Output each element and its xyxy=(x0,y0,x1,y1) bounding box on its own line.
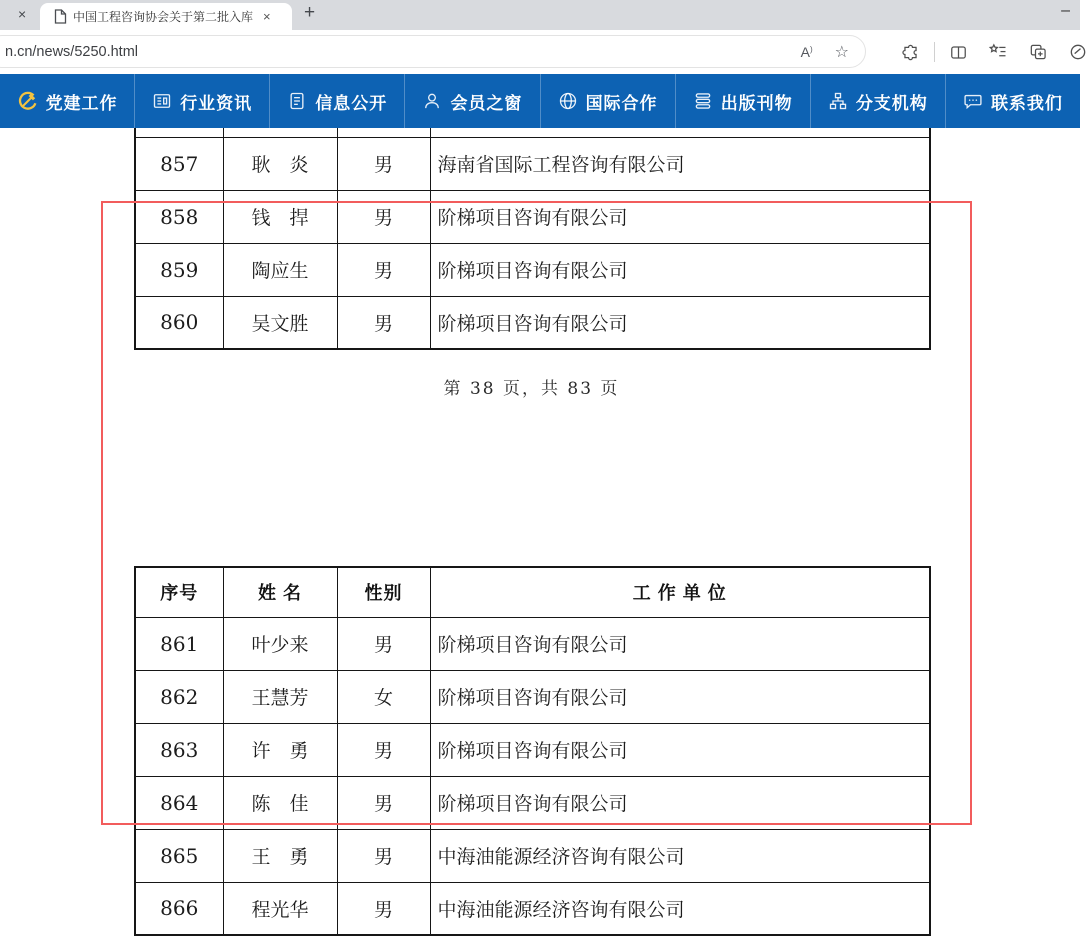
cell-gender: 男 xyxy=(337,882,430,935)
cell-company: 阶梯项目咨询有限公司 xyxy=(430,296,930,349)
nav-item-label: 分支机构 xyxy=(855,93,928,113)
active-tab[interactable] xyxy=(40,3,292,30)
nav-item-label: 行业资讯 xyxy=(180,93,253,113)
read-aloud-icon[interactable]: A) xyxy=(800,43,813,60)
cell-company: 阶梯项目咨询有限公司 xyxy=(430,723,930,776)
cell-gender: 男 xyxy=(337,243,430,296)
cell-name: 耿 炎 xyxy=(223,137,337,190)
nav-item-industry-news[interactable] xyxy=(135,74,270,128)
new-tab-icon[interactable]: + xyxy=(304,2,316,23)
favorites-list-icon[interactable] xyxy=(988,42,1008,62)
cell-name: 叶少来 xyxy=(223,617,337,670)
nav-item-international[interactable] xyxy=(541,74,676,128)
page-indicator: 第 38 页，共 83 页 xyxy=(443,379,620,399)
table-row xyxy=(135,190,930,243)
clipped-row xyxy=(135,128,930,137)
nav-item-contact[interactable] xyxy=(946,74,1080,128)
cell-no: 862 xyxy=(135,670,223,723)
page-doc-icon xyxy=(54,9,67,24)
cell-no: 861 xyxy=(135,617,223,670)
cell-no: 863 xyxy=(135,723,223,776)
browser-essentials-icon[interactable] xyxy=(901,43,920,62)
table-row xyxy=(135,829,930,882)
cell-company: 阶梯项目咨询有限公司 xyxy=(430,190,930,243)
cell-company: 中海油能源经济咨询有限公司 xyxy=(430,829,930,882)
table-row xyxy=(135,296,930,349)
cell-name: 陶应生 xyxy=(223,243,337,296)
cell-gender: 男 xyxy=(337,617,430,670)
nav-item-label: 联系我们 xyxy=(990,93,1063,113)
collections-icon[interactable] xyxy=(1028,42,1048,62)
cell-company: 海南省国际工程咨询有限公司 xyxy=(430,137,930,190)
cell-name: 王慧芳 xyxy=(223,670,337,723)
news-icon xyxy=(152,91,172,111)
branches-icon xyxy=(828,91,848,111)
cell-gender: 男 xyxy=(337,829,430,882)
nav-item-party-building[interactable] xyxy=(0,74,135,128)
nav-item-label: 信息公开 xyxy=(315,93,388,113)
cell-gender: 男 xyxy=(337,776,430,829)
table-row xyxy=(135,617,930,670)
nav-item-label: 会员之窗 xyxy=(450,93,523,113)
table-row xyxy=(135,776,930,829)
nav-item-label: 出版刊物 xyxy=(720,93,793,113)
cell-company: 中海油能源经济咨询有限公司 xyxy=(430,882,930,935)
cell-name: 程光华 xyxy=(223,882,337,935)
col-header-gender: 性别 xyxy=(337,567,430,617)
address-toolbar xyxy=(0,30,1080,74)
cell-company: 阶梯项目咨询有限公司 xyxy=(430,243,930,296)
cell-no: 865 xyxy=(135,829,223,882)
cell-gender: 男 xyxy=(337,137,430,190)
table-row xyxy=(135,723,930,776)
cell-name: 吴文胜 xyxy=(223,296,337,349)
nav-item-branches[interactable] xyxy=(811,74,946,128)
toolbar-partial-icon[interactable] xyxy=(1068,42,1080,62)
nav-item-members[interactable] xyxy=(405,74,540,128)
cell-no: 864 xyxy=(135,776,223,829)
cell-no: 858 xyxy=(135,190,223,243)
roster-table-bottom xyxy=(134,566,931,936)
address-bar[interactable] xyxy=(0,35,866,68)
table-row xyxy=(135,137,930,190)
window-minimize-icon[interactable]: – xyxy=(1061,2,1070,19)
cell-no: 866 xyxy=(135,882,223,935)
cell-name: 钱 捍 xyxy=(223,190,337,243)
party-emblem-icon xyxy=(17,91,38,112)
table-row xyxy=(135,670,930,723)
table-row xyxy=(135,243,930,296)
toolbar-divider xyxy=(934,42,935,62)
tab-close-icon[interactable]: × xyxy=(263,9,271,24)
cell-no: 860 xyxy=(135,296,223,349)
cell-name: 王 勇 xyxy=(223,829,337,882)
background-tab-close-icon[interactable]: × xyxy=(18,6,27,22)
cell-gender: 女 xyxy=(337,670,430,723)
cell-gender: 男 xyxy=(337,296,430,349)
roster-table-top xyxy=(134,128,931,350)
col-header-company: 工 作 单 位 xyxy=(430,567,930,617)
cell-gender: 男 xyxy=(337,190,430,243)
tab-strip xyxy=(0,0,1080,30)
nav-item-label: 国际合作 xyxy=(585,93,658,113)
document-icon xyxy=(287,91,307,111)
cell-name: 许 勇 xyxy=(223,723,337,776)
table-row xyxy=(135,882,930,935)
publications-icon xyxy=(693,91,713,111)
globe-icon xyxy=(558,91,578,111)
nav-item-information[interactable] xyxy=(270,74,405,128)
nav-item-label: 党建工作 xyxy=(45,93,118,113)
page-content xyxy=(0,128,1080,921)
table-header-row xyxy=(135,567,930,617)
cell-no: 859 xyxy=(135,243,223,296)
toolbar-icon-group xyxy=(891,30,1080,74)
cell-gender: 男 xyxy=(337,723,430,776)
cell-no: 857 xyxy=(135,137,223,190)
favorite-star-icon[interactable]: ☆ xyxy=(834,42,849,61)
cell-company: 阶梯项目咨询有限公司 xyxy=(430,670,930,723)
active-tab-title: 中国工程咨询协会关于第二批入库 xyxy=(73,10,254,24)
cell-company: 阶梯项目咨询有限公司 xyxy=(430,776,930,829)
nav-item-publications[interactable] xyxy=(676,74,811,128)
member-icon xyxy=(422,91,442,111)
url-text[interactable]: n.cn/news/5250.html xyxy=(5,43,138,60)
col-header-name: 姓 名 xyxy=(223,567,337,617)
col-header-no: 序号 xyxy=(135,567,223,617)
cell-company: 阶梯项目咨询有限公司 xyxy=(430,617,930,670)
contact-icon xyxy=(963,91,983,111)
split-screen-icon[interactable] xyxy=(949,43,968,62)
cell-name: 陈 佳 xyxy=(223,776,337,829)
site-navbar xyxy=(0,74,1080,128)
